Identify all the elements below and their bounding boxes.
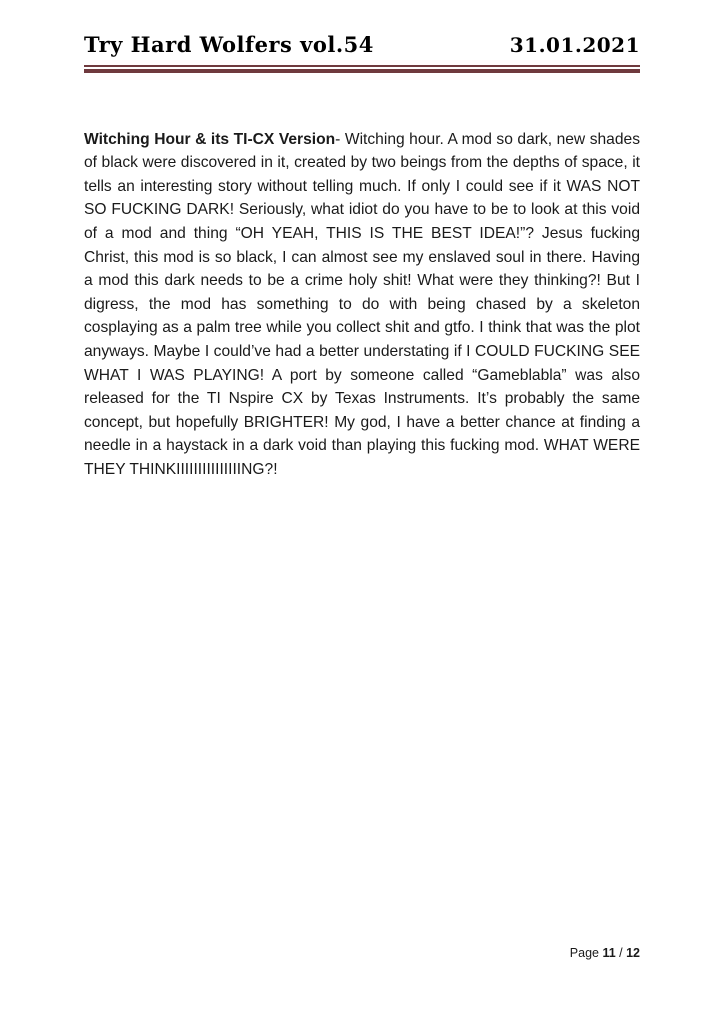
article-body-text: - Witching hour. A mod so dark, new shades of black were discovered in it, created by two beings from the depths of space, it tells an interesting story without telling much. If only I could see if it WAS NOT SO FUCKING DARK! Seriously, what idiot do you have to be to look at this void of a mod and thing “OH YEAH, THIS IS THE BEST IDEA!”? Jesus fucking Christ, this mod is so black, I can almost see my enslaved soul in there. Having a mod this dark needs to be a crime holy shit! What were they thinking?! But I digress, the mod has something to do with being chased by a skeleton cosplaying as a palm tree while you collect shit and gtfo. I think that was the plot anyways. Maybe I could’ve had a better understating if I COULD FUCKING SEE WHAT I WAS PLAYING! A port by someone called “Gameblabla” was also released for the TI Nspire CX by Texas Instruments. It’s probably the same concept, but hopefully BRIGHTER! My god, I have a better chance at finding a needle in a haystack in a dark void than playing this fucking mod. WHAT WERE THEY THINKIIIIIIIIIIIIIIING?! xyxy=(84,130,640,478)
article-paragraph xyxy=(84,128,640,482)
page-header xyxy=(84,32,640,57)
page-separator: / xyxy=(615,946,627,960)
page-number-footer xyxy=(570,945,640,961)
total-page-number: 12 xyxy=(626,946,640,960)
divider-thick-line xyxy=(84,69,640,73)
newsletter-title: Try Hard Wolfers vol.54 xyxy=(84,32,374,57)
page-label: Page xyxy=(569,946,603,960)
current-page-number: 11 xyxy=(602,946,616,960)
article-heading: Witching Hour & its TI-CX Version xyxy=(84,130,336,148)
issue-date: 31.01.2021 xyxy=(509,33,640,57)
header-divider-rule xyxy=(84,65,640,73)
